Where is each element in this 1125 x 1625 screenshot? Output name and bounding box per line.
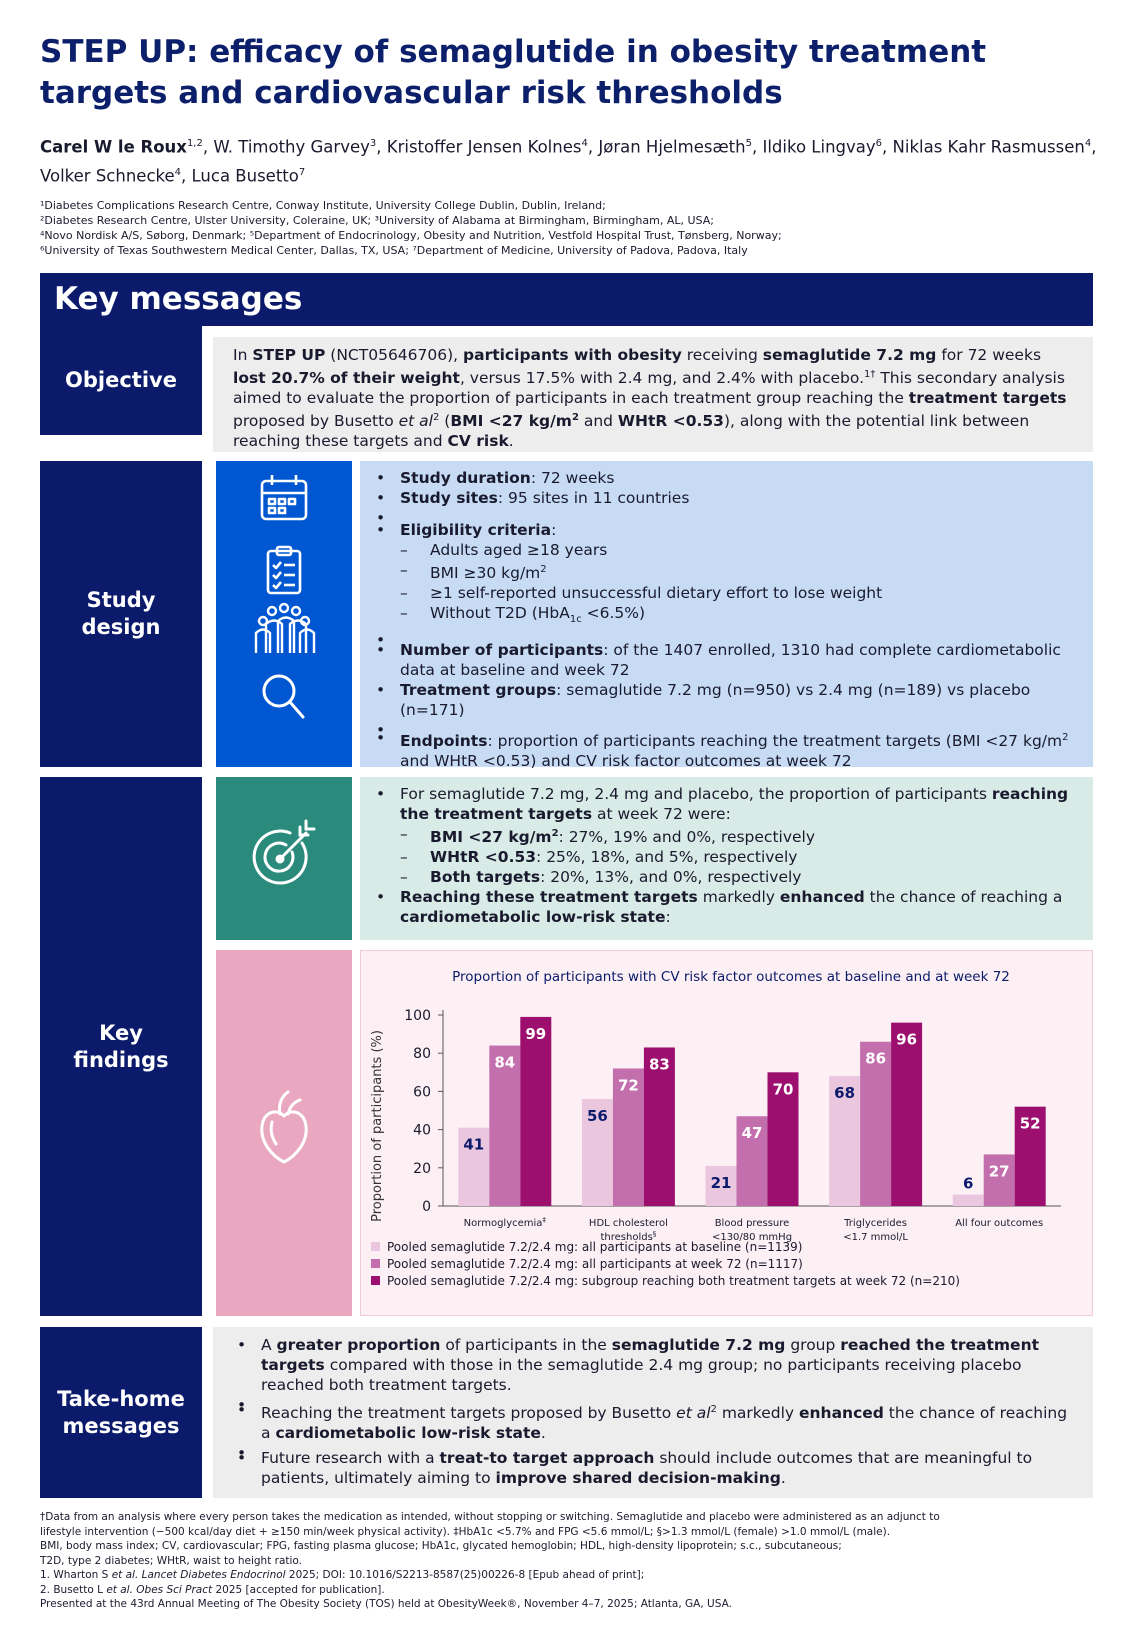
bar [891,1023,922,1206]
bar [953,1195,984,1206]
y-axis-label: Proportion of participants (%) [370,1030,385,1222]
x-tick-label: Blood pressure [714,1218,790,1229]
affiliation-line: ⁴Novo Nordisk A/S, Søborg, Denmark; ⁵Department of Endocrinology, Obesity and Nutrition, Vestfold Hospital Trust, Tønsberg, Norway; [40,229,782,242]
list-item: • Reaching the treatment targets proposed by Busetto et $al^2$ markedly enhanced the chance of reaching a cardiometabolic low-risk state. [233,1400,1073,1443]
list-item: • Reaching these treatment targets markedly enhanced the chance of reaching a cardiometabolic low-risk state: [372,887,1083,927]
key-findings-label [40,777,202,1316]
list-item: • A greater proportion of participants in the semaglutide 7.2 mg group reached the treatment targets compared with those in the semaglutide 2.4 mg group; no participants receiving placebo reached both treatment targets. [233,1335,1073,1395]
affiliations [40,198,1100,258]
x-tick-label: <130/80 mmHg [711,1232,793,1243]
data-label: 86 [865,1049,887,1068]
data-label: 27 [988,1162,1010,1181]
key-findings-text [360,777,1093,940]
target-icon [216,777,352,940]
sub-list-item: – Without T2D (HbA$_{1c}$ <6.5%) [400,603,1083,630]
author-name: Luca Busetto [191,166,299,185]
legend-entry: Pooled semaglutide 7.2/2.4 mg: all participants at week 72 (n=1117) [387,1257,803,1271]
heart-icon [216,950,352,1316]
x-tick-label: <1.7 mmol/L [843,1232,908,1243]
legend-entry: Pooled semaglutide 7.2/2.4 mg: all participants at baseline (n=1139) [387,1240,803,1254]
chart-title: Proportion of participants with CV risk factor outcomes at baseline and at week 72 [452,969,1010,985]
data-label: 56 [586,1107,608,1126]
presentation-line: Presented at the 43rd Annual Meeting of The Obesity Society (TOS) held at ObesityWeek®, November 4–7, 2025; Atlanta, GA, USA. [40,1598,732,1610]
author-name: Volker Schnecke [40,166,175,185]
take-home-text [213,1327,1093,1498]
data-label: 68 [834,1084,856,1103]
data-label: 96 [896,1030,918,1049]
list-item: • Endpoints: proportion of participants reaching the treatment targets (BMI <27 $kg/m^2$ and WHtR <0.53) and CV risk factor outcomes at week 72 [372,728,1083,771]
data-label: 83 [648,1055,670,1074]
y-tick-label: 20 [413,1160,431,1177]
author-name: Kristoffer Jensen Kolnes [386,137,582,157]
legend-swatch [371,1242,380,1251]
sub-list-item: – BMI ≥30 $kg/m^2$ [400,560,1083,583]
bar-chart [361,951,1092,1315]
list-item: • Treatment groups: semaglutide 7.2 mg (n=950) vs 2.4 mg (n=189) vs placebo (n=171) [372,680,1083,720]
people-icon [256,604,314,653]
x-tick-label: Triglycerides [844,1218,908,1229]
sub-list-item: – BMI <27 $kg/m^2$: 27%, 19% and 0%, respectively [400,824,1083,847]
x-tick-label: Normoglycemia‡ [463,1216,546,1229]
magnifier-icon [264,676,303,717]
data-label: 41 [463,1135,485,1154]
sub-list-item: – Both targets: 20%, 13%, and 0%, respectively [400,867,1083,887]
heart-icon-panel [216,950,352,1316]
data-label: 72 [617,1076,639,1095]
data-label: 6 [962,1174,974,1193]
sub-list-item: – Adults aged ≥18 years [400,540,1083,560]
list-item: • Number of participants: of the 1407 enrolled, 1310 had complete cardiometabolic data at baseline and week 72 [372,640,1083,680]
affiliation-line: ¹Diabetes Complications Research Centre, Conway Institute, University College Dublin, Dublin, Ireland; [40,199,606,212]
legend-entry: Pooled semaglutide 7.2/2.4 mg: subgroup reaching both treatment targets at week 72 (n=210) [387,1274,960,1288]
affiliation-line: ²Diabetes Research Centre, Ulster University, Coleraine, UK; ³University of Alabama at Birmingham, Birmingham, AL, USA; [40,214,714,227]
list-item: • Study sites: 95 sites in 11 countries [372,488,1083,508]
footnote-line: T2D, type 2 diabetes; WHtR, waist to height ratio. [40,1554,303,1567]
reference-line: 1. Wharton S et al. Lancet Diabetes Endocrinol 2025; DOI: 10.1016/S2213-8587(25)00226-8 [Epub ahead of print]; [40,1569,645,1581]
key-findings-label-text: Key findings [73,1020,169,1072]
footnote-line: BMI, body mass index; CV, cardiovascular; FPG, fasting plasma glucose; HbA1c, glycated hemoglobin; HDL, high-density lipoprotein; s.c., subcutaneous; [40,1540,842,1552]
y-tick-label: 80 [413,1046,431,1063]
key-messages-banner: Key messages [40,273,1093,326]
take-home-label [40,1327,202,1498]
y-tick-label: 60 [413,1084,431,1101]
reference-line: 2. Busetto L et al. Obes Sci Pract 2025 [accepted for publication]. [40,1583,385,1596]
sub-list-item: – WHtR <0.53: 25%, 18%, and 5%, respectively [400,847,1083,867]
bar [520,1017,551,1206]
study-design-label [40,461,202,767]
data-label: 21 [710,1173,732,1192]
y-tick-label: 40 [413,1122,431,1139]
x-tick-label: All four outcomes [955,1218,1044,1229]
data-label: 47 [741,1124,763,1143]
legend-swatch [371,1259,380,1268]
list-item: • For semaglutide 7.2 mg, 2.4 mg and placebo, the proportion of participants reaching the treatment targets at week 72 were: – BMI <27 $kg/m^2$: 27%, 19% and 0%, respectively – WHtR <0.53: 25%, 18%, and 5%, respectively – Both targets: 20%, 13%, and 0%, respectively [372,784,1083,887]
footnote-line: lifestyle intervention (−500 kcal/day diet + ≥150 min/week physical activity). ‡HbA1c <5.7% and FPG <5.6 mmol/L; §>1.3 mmol/L (female) >1.0 mmol/L (male). [40,1525,891,1538]
author-name: W. Timothy Garvey [213,137,370,157]
author-name: Carel W le Roux [40,137,187,157]
chart-panel [360,950,1093,1316]
study-design-label-text: Study design [81,588,161,639]
author-name: Jøran Hjelmesæth [598,137,746,157]
study-design-icons [216,461,352,767]
list-item: • Study duration: 72 weeks [372,468,1083,488]
y-tick-label: 100 [404,1008,431,1024]
data-label: 84 [494,1053,516,1072]
sub-list-item: – ≥1 self-reported unsuccessful dietary effort to lose weight [400,583,1083,603]
footnotes [40,1510,1100,1612]
y-tick-label: 0 [422,1199,431,1215]
take-home-label-text: Take-home messages [57,1386,185,1438]
legend-swatch [371,1276,380,1285]
data-label: 70 [772,1080,794,1099]
x-tick-label: thresholds§ [600,1230,657,1243]
objective-label [40,325,202,435]
page-title: STEP UP: efficacy of semaglutide in obesity treatment targets and cardiovascular risk thresholds [40,34,987,111]
author-name: Niklas Kahr Rasmussen [892,137,1085,157]
list-item: • Future research with a treat-to target approach should include outcomes that are meaningful to patients, ultimately aiming to improve shared decision-making. [233,1448,1073,1488]
objective-text: In STEP UP (NCT05646706), participants with obesity receiving semaglutide 7.2 mg for 72 weeks lost 20.7% of their weight, versus 17.5% with 2.4 mg, and 2.4% with placebo.$^{1\dagger}$ This secondary analysis aimed to evaluate the proportion of participants in each treatment group reaching the treatment targets proposed by Busetto et $al^2$ (BMI <27 $kg/m^2$ and WHtR <0.53), along with the potential link between reaching these targets and CV risk. [213,337,1093,452]
study-design-details [360,461,1093,771]
author-name: Ildiko Lingvay [762,137,876,157]
footnote-line: †Data from an analysis where every person takes the medication as intended, without stopping or switching. Semaglutide and placebo were administered as an adjunct to [40,1511,940,1523]
checklist-icon [268,547,300,593]
affiliation-line: ⁶University of Texas Southwestern Medical Center, Dallas, TX, USA; ⁷Department of Medicine, University of Padova, Padova, Italy [40,244,748,257]
author-list: Carel W le Roux$^{1,2}$, W. Timothy Garvey$^3$, Kristoffer Jensen Kolnes$^4$, Jøran Hjelmesæth$^5$, Ildiko Lingvay$^6$, Niklas Kahr Rasmussen$^4$, Volker Schnecke$^4$, Luca Busetto$^7$ [40,137,1097,185]
objective-label-text: Objective [65,367,177,392]
study-design-icon-column [216,461,352,767]
calendar-icon [262,475,306,519]
x-tick-label: HDL cholesterol [588,1218,668,1229]
data-label: 99 [525,1024,547,1043]
target-icon-panel [216,777,352,940]
data-label: 52 [1019,1114,1041,1133]
list-item: • Eligibility criteria: – Adults aged ≥18 years – BMI ≥30 $kg/m^2$ – ≥1 self-reported unsuccessful dietary effort to lose weight – Without T2D (HbA$_{1c}$ <6.5%) [372,520,1083,630]
